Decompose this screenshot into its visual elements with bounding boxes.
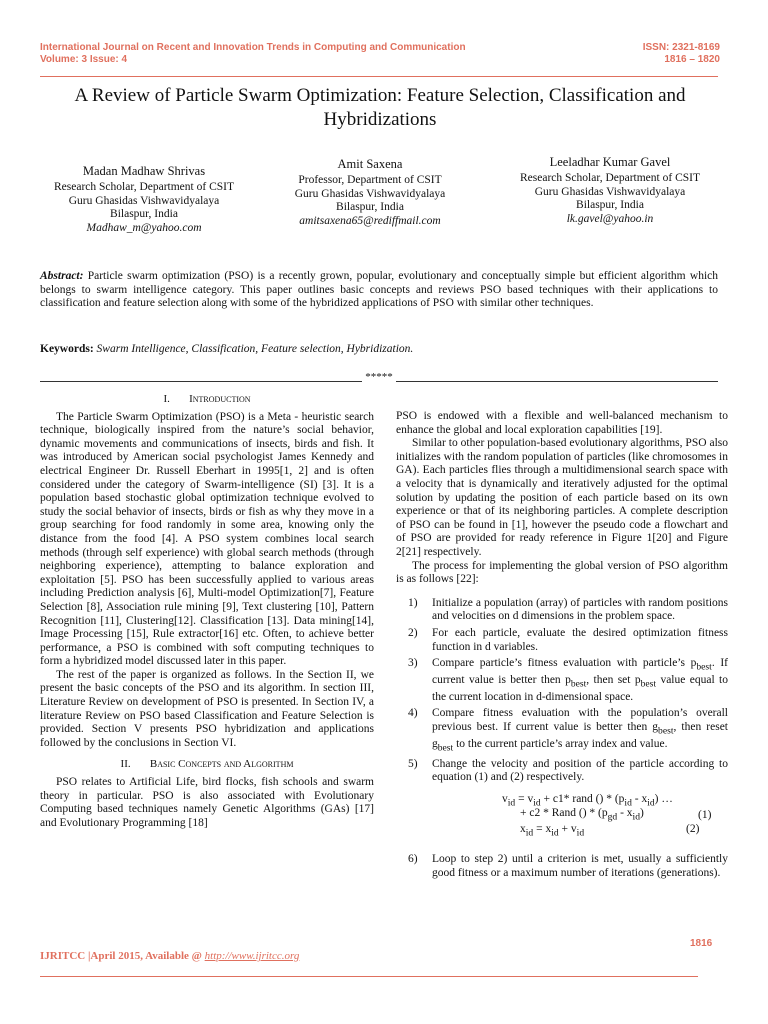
footer-link[interactable]: http://www.ijritcc.org: [204, 950, 300, 962]
left-column: [40, 393, 374, 830]
equation-velocity-line2: + c2 * Rand () * $(p_{gd} - x_{id})$: [520, 807, 644, 823]
section-divider: [40, 372, 718, 384]
author-name: Madan Madhaw Shrivas: [82, 164, 206, 178]
abstract-label: Abstract:: [40, 270, 84, 282]
step-number: 4): [408, 707, 418, 720]
author-2: [260, 156, 480, 228]
algorithm-step: [396, 597, 728, 624]
basic-concepts-paragraph-1: PSO relates to Artificial Life, bird flocks, fish schools and swarm theory in particular. PSO is also associated with Evolutionary Computing based techniques namely Genetic Algorithms (GAs) [17] and Evolutionary Programming [18]: [40, 776, 374, 829]
keywords-label: Keywords:: [40, 343, 94, 355]
author-name: Amit Saxena: [337, 157, 403, 171]
step-number: 1): [408, 596, 418, 609]
author-3: [500, 154, 720, 226]
algorithm-step: [396, 758, 728, 785]
right-paragraph-3: The process for implementing the global version of PSO algorithm is as follows [22]:: [396, 559, 728, 586]
step-text: Initialize a population (array) of particles with random positions and velocities on d dimensions in the problem space.: [432, 596, 728, 623]
author-1: [34, 163, 254, 235]
header-rule: [40, 76, 718, 77]
section-title: Basic Concepts and Algorithm: [149, 758, 294, 771]
journal-volume: Volume: 3 Issue: 4: [40, 54, 128, 65]
equation-1-number: (1): [698, 809, 712, 822]
author-university: Guru Ghasidas Vishwavidyalaya: [294, 187, 446, 200]
journal-pages: 1816 – 1820: [664, 54, 720, 65]
intro-paragraph-2: The rest of the paper is organized as follows. In the Section II, we present the basic concepts of the PSO and its algorithm. In section III, Literature Review on development of PSO is presented. In Section IV, a literature Review on PSO based Classification and Feature Selection is provided. Section V presents PSO hybridization and applications followed by the conclusions in Section VI.: [40, 668, 374, 749]
step-number: 3): [408, 657, 418, 670]
right-paragraph-1: PSO is endowed with a flexible and well-balanced mechanism to enhance the global and local exploration capabilities [19].: [396, 410, 728, 436]
journal-name: International Journal on Recent and Innovation Trends in Computing and Communication: [40, 42, 466, 53]
algorithm-steps: [396, 597, 728, 785]
footer: [40, 950, 299, 962]
equation-position: $x_{id} = x_{id} + v_{id}$: [520, 823, 585, 839]
footer-rule: [40, 976, 698, 977]
right-paragraph-2: Similar to other population-based evolutionary algorithms, PSO also initializes with the random population of particles (like chromosomes in GA). Each particles flies through a multidimensional search space with a velocity that is dynamically and iteratively adjusted for the optimal solution by updating the position of each particle based on its own experience or that of its neighboring particles. A complete description of PSO can be found in [1], however the pseudo code a flowchart and of PSO are provided for ready reference in Figure 1[20] and Figure 2[21] respectively.: [396, 437, 728, 558]
author-city: Bilaspur, India: [110, 208, 178, 220]
author-email: Madhaw_m@yahoo.com: [86, 221, 202, 234]
page-number: 1816: [690, 938, 713, 949]
equation-2-number: (2): [686, 823, 700, 836]
algorithm-step: [396, 707, 728, 754]
right-column: [396, 410, 728, 883]
journal-issn: ISSN: 2321-8169: [642, 42, 720, 53]
section-heading-basic-concepts: [40, 758, 374, 772]
step-number: 2): [408, 626, 418, 639]
abstract-text: Particle swarm optimization (PSO) is a recently grown, popular, evolutionary and conceptually simple but efficient algorithm which belongs to swarm intelligence category. This paper outlines basic concepts and reviews PSO based techniques with their applications to classification and feature selection along with some of the hybridized applications of PSO with similar other techniques.: [40, 270, 718, 309]
author-name: Leeladhar Kumar Gavel: [549, 155, 671, 169]
section-title: Introduction: [189, 393, 251, 405]
journal-issn-block: [643, 42, 720, 66]
section-number: II.: [120, 758, 131, 771]
author-city: Bilaspur, India: [576, 199, 644, 211]
footer-text: IJRITCC |April 2015, Available @: [40, 950, 202, 962]
step-number: 6): [408, 853, 418, 866]
paper-title: A Review of Particle Swarm Optimization: Feature Selection, Classification and Hybridizations: [74, 85, 686, 130]
divider-line-right: [396, 381, 718, 382]
author-role: Research Scholar, Department of CSIT: [54, 181, 234, 193]
algorithm-step: [396, 657, 728, 704]
author-city: Bilaspur, India: [336, 201, 404, 213]
author-university: Guru Ghasidas Vishwavidyalaya: [534, 185, 686, 198]
journal-info: [40, 42, 466, 66]
step-text: Change the velocity and position of the particle according to equation (1) and (2) respectively.: [432, 757, 728, 784]
algorithm-step: [396, 627, 728, 654]
author-email: lk.gavel@yahoo.in: [566, 212, 654, 225]
author-role: Professor, Department of CSIT: [298, 174, 442, 186]
keywords: [40, 342, 718, 356]
keywords-text: Swarm Intelligence, Classification, Feature selection, Hybridization.: [96, 343, 414, 355]
step-text: Compare particle’s fitness evaluation with particle’s $p_{best}$. If current value is better then $p_{best}$, then set $p_{best}$ value equal to the current location in d-dimensional space.: [432, 657, 728, 703]
author-email: amitsaxena65@rediffmail.com: [299, 214, 441, 227]
equation-velocity-line1: $v_{id} = v_{id} + c1*$ rand () * $(p_{id} - x_{id})$ …: [502, 793, 673, 809]
step-number: 5): [408, 757, 418, 770]
section-number: I.: [163, 393, 170, 405]
step-text: Loop to step 2) until a criterion is met, usually a sufficiently good fitness or a maximum number of iterations (generations).: [432, 853, 728, 879]
abstract: [40, 270, 718, 311]
intro-paragraph-1: The Particle Swarm Optimization (PSO) is a Meta - heuristic search technique, biologically inspired from the nature’s social behavior, dynamic movements and communications of insects, birds and fish. It was introduced by American social psychologist James Kennedy and electrical Engineer Dr. Russell Eberhart in 1995[1, 2] and is often considered under the category of Swarm-intelligence (SI) [3]. It is a population based stochastic global optimization technique evolved to study the social behavior of insects, birds or fish as why they move in a group searching for food randomly in some area, knowing only the distance from the food [4]. A PSO system combines local search methods (through self experience) with global search methods (through neighboring experience), attempting to balance exploration and exploitation [5]. PSO has been successfully applied to various areas including Prediction analysis [6], Multi-model Optimization[7], Feature Selection [8], Association rule mining [9], Text clustering [10], Pattern Recognition [11], Clustering[12]. Classification [13]. Data mining[14], Image Processing [15], Rule extractor[16] etc. Often, to achieve better performance, a PSO is combined with soft computing techniques to form a hybridized model discussed later in this paper.: [40, 410, 374, 668]
algorithm-steps-continued: [396, 853, 728, 880]
divider-line-left: [40, 381, 362, 382]
section-heading-introduction: [40, 393, 374, 407]
algorithm-step: [396, 853, 728, 880]
step-text: Compare fitness evaluation with the population’s overall previous best. If current value is better then $g_{best}$, then reset $g_{best}$ to the current particle’s array index and value.: [432, 707, 728, 754]
velocity-position-equations: [396, 793, 728, 845]
author-university: Guru Ghasidas Vishwavidyalaya: [68, 194, 220, 207]
step-text: For each particle, evaluate the desired optimization fitness function in d variables.: [432, 626, 728, 653]
divider-stars: *****: [365, 371, 393, 383]
author-role: Research Scholar, Department of CSIT: [520, 172, 700, 184]
